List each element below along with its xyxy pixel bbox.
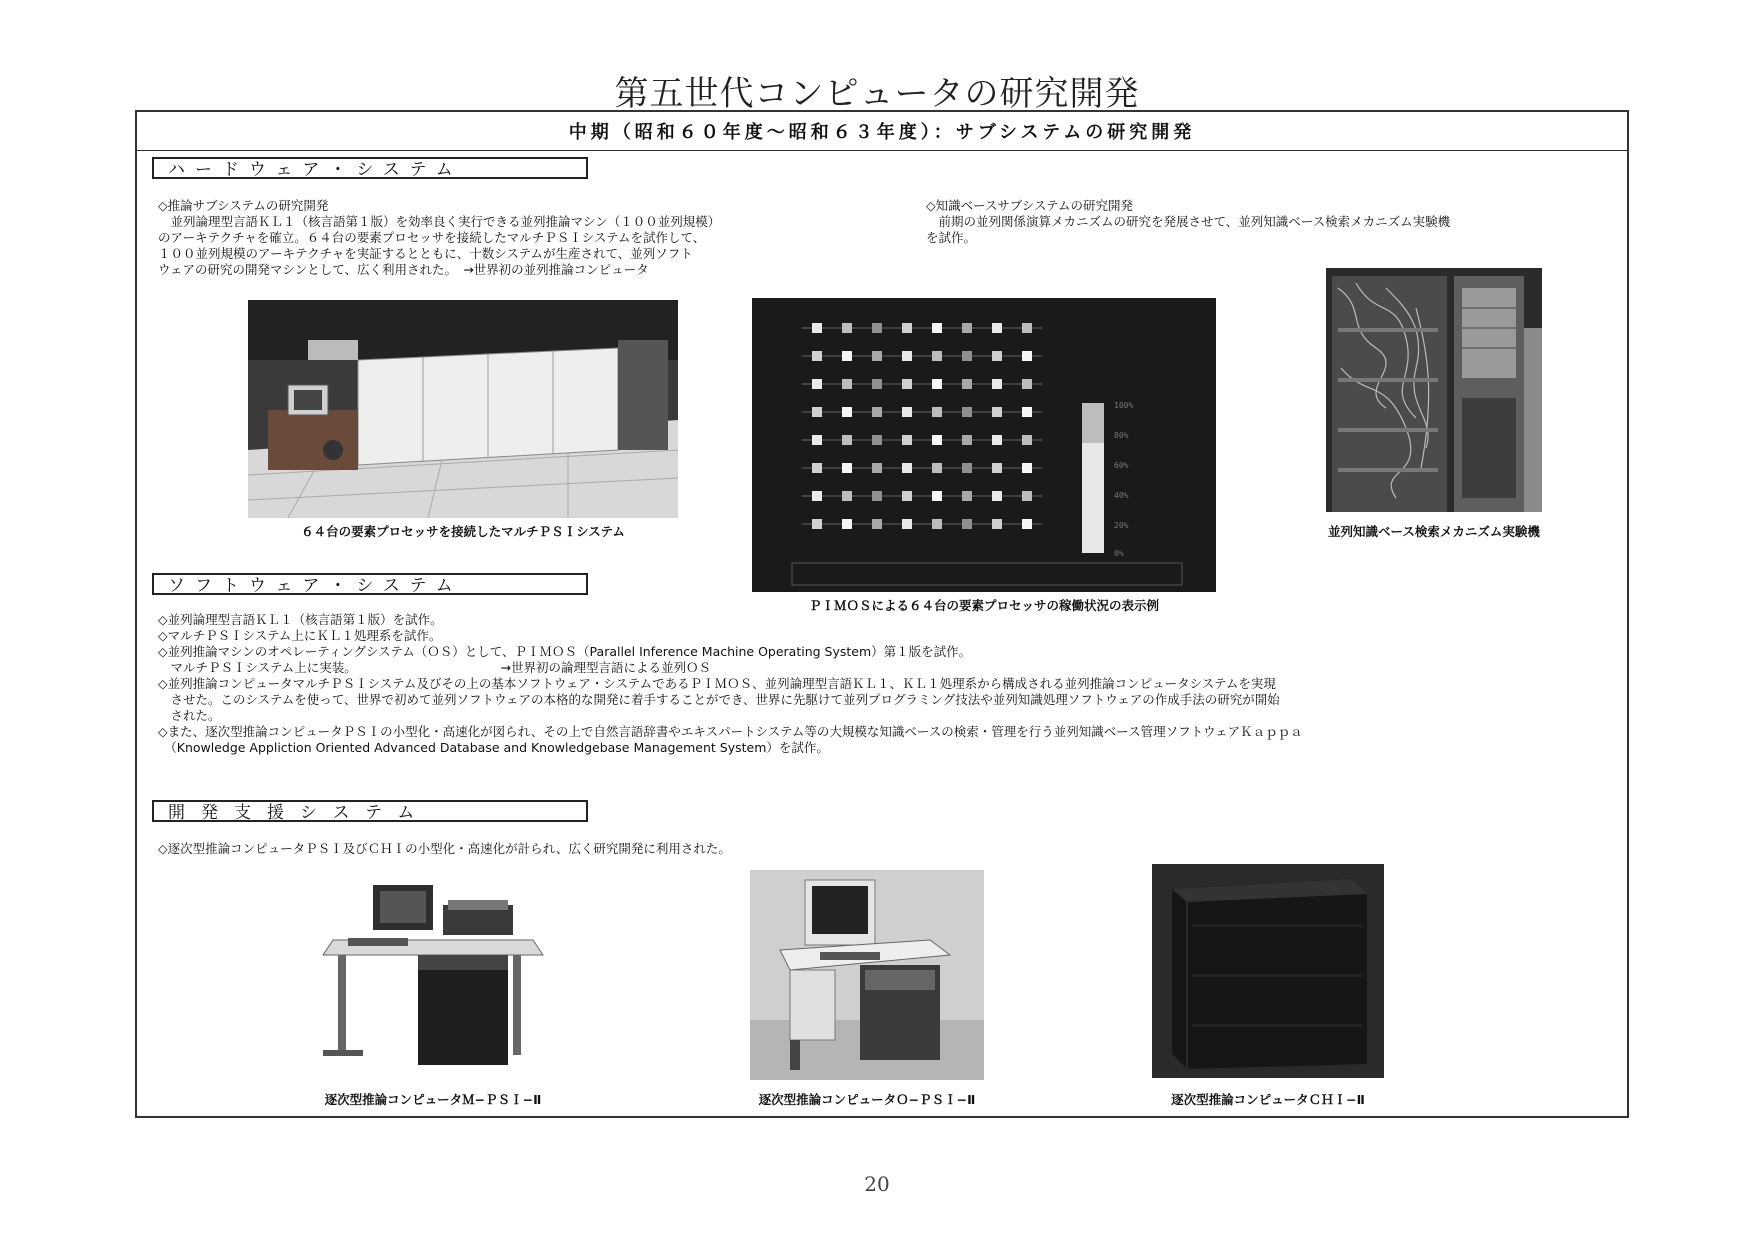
processor-element [902,491,912,501]
processor-element [962,351,972,361]
processor-element [872,491,882,501]
pimos-display-caption: ＰＩＭＯＳによる６４台の要素プロセッサの稼働状況の表示例 [808,598,1159,613]
page-title: 第五世代コンピュータの研究開発 [614,74,1140,114]
inference-subsystem-text [158,198,720,278]
hardware-heading: ハードウェア・システム [152,157,588,179]
processor-element [872,407,882,417]
text-line: ◇知識ベースサブシステムの研究開発 [926,198,1133,213]
processor-element [992,435,1002,445]
text-line: ◇また、逐次型推論コンピュータＰＳＩの小型化・高速化が図られ、その上で自然言語辞書やエキスパートシステム等の大規模な知識ベースの検索・管理を行う並列知識ベース管理ソフトウェアＫａｐｐａ [158,724,1303,739]
page-number: 20 [864,1172,890,1196]
opsi-caption: 逐次型推論コンピュータＯ−ＰＳＩ−Ⅱ [758,1092,976,1107]
processor-element [842,491,852,501]
text-line: のアーキテクチャを確立。６４台の要素プロセッサを接続したマルチＰＳＩシステムを試作して、 [158,230,706,245]
processor-element [872,351,882,361]
text-line: ◇推論サブシステムの研究開発 [158,198,329,213]
processor-element [812,463,822,473]
processor-element [872,463,882,473]
processor-element [902,407,912,417]
processor-element [932,491,942,501]
processor-element [902,323,912,333]
text-line: マルチＰＳＩシステム上に実装。 →世界初の論理型言語による並列ＯＳ [158,660,711,675]
processor-element [842,407,852,417]
processor-element [902,519,912,529]
text-line: ウェアの研究の開発マシンとして、広く利用された。 →世界初の並列推論コンピュータ [158,262,649,277]
svg-text:60%: 60% [1114,461,1129,470]
processor-element [842,323,852,333]
text-line: させた。このシステムを使って、世界で初めて並列ソフトウェアの本格的な開発に着手することができ、世界に先駆けて並列プログラミング技法や並列知識処理ソフトウェアの作成手法の研究が開始 [158,692,1280,707]
pimos-display-photo [752,298,1216,592]
processor-element [992,323,1002,333]
kb-machine-caption: 並列知識ベース検索メカニズム実験機 [1328,524,1540,539]
processor-element [932,407,942,417]
processor-element [902,435,912,445]
text-line: １００並列規模のアーキテクチャを実証するとともに、十数システムが生産されて、並列ソフト [158,246,693,261]
processor-element [992,491,1002,501]
support-text: ◇逐次型推論コンピュータＰＳＩ及びＣＨＩの小型化・高速化が計られ、広く研究開発に利用された。 [158,841,731,856]
processor-element [812,519,822,529]
processor-element [812,407,822,417]
processor-element [1022,491,1032,501]
processor-element [812,351,822,361]
processor-element [872,519,882,529]
processor-element [842,463,852,473]
processor-element [962,491,972,501]
chi-photo [1152,864,1384,1078]
processor-element [1022,323,1032,333]
processor-element [932,519,942,529]
processor-element [962,519,972,529]
processor-element [902,351,912,361]
period-subtitle: 中期（昭和６０年度〜昭和６３年度）：サブシステムの研究開発 [137,118,1627,151]
mpsi-photo [318,880,548,1074]
processor-element [932,323,942,333]
text-line: 前期の並列関係演算メカニズムの研究を発展させて、並列知識ベース検索メカニズム実験機 [926,214,1451,229]
text-line: ◇並列推論コンピュータマルチＰＳＩシステム及びその上の基本ソフトウェア・システムであるＰＩＭＯＳ、並列論理型言語ＫＬ１、ＫＬ１処理系から構成される並列推論コンピュータシステムを実現 [158,676,1276,691]
processor-element [962,379,972,389]
knowledge-subsystem-text [926,198,1450,246]
svg-text:0%: 0% [1114,549,1124,558]
processor-element [1022,435,1032,445]
processor-element [962,435,972,445]
processor-element [1022,463,1032,473]
processor-element [872,379,882,389]
processor-element [812,379,822,389]
multipsi-caption: ６４台の要素プロセッサを接続したマルチＰＳＩシステム [301,524,625,539]
processor-element [962,323,972,333]
processor-element [872,323,882,333]
text-line: ◇並列論理型言語ＫＬ１（核言語第１版）を試作。 [158,612,443,627]
processor-element [902,379,912,389]
text-line: ◇並列推論マシンのオペレーティングシステム（ＯＳ）として、ＰＩＭＯＳ（Parallel Inference Machine Operating System）第１版を試作。 [158,644,972,659]
software-heading: ソフトウェア・システム [152,573,588,595]
processor-element [842,379,852,389]
svg-text:100%: 100% [1114,401,1134,410]
processor-element [812,435,822,445]
processor-element [902,463,912,473]
text-line: された。 [158,708,221,723]
support-heading: 開発支援システム [152,800,588,822]
processor-element [1022,519,1032,529]
processor-element [932,435,942,445]
processor-element [962,463,972,473]
text-line: を試作。 [926,230,977,245]
svg-text:20%: 20% [1114,521,1129,530]
processor-element [812,491,822,501]
software-text [158,612,1303,756]
processor-element [992,351,1002,361]
processor-element [962,407,972,417]
processor-element [932,351,942,361]
svg-text:80%: 80% [1114,431,1129,440]
processor-element [992,463,1002,473]
processor-element [992,407,1002,417]
processor-element [1022,379,1032,389]
processor-element [842,519,852,529]
multipsi-photo [248,300,678,518]
svg-text:40%: 40% [1114,491,1129,500]
processor-element [992,519,1002,529]
processor-element [1022,407,1032,417]
processor-element [842,435,852,445]
text-line: （Knowledge Appliction Oriented Advanced Database and Knowledgebase Management System）を試作。 [158,740,829,755]
processor-element [932,463,942,473]
chi-caption: 逐次型推論コンピュータＣＨＩ−Ⅱ [1171,1092,1365,1107]
text-line: 並列論理型言語ＫＬ１（核言語第１版）を効率良く実行できる並列推論マシン（１００並列規模） [158,214,721,229]
text-line: ◇マルチＰＳＩシステム上にＫＬ１処理系を試作。 [158,628,442,643]
kb-machine-photo [1326,268,1542,512]
processor-element [1022,351,1032,361]
processor-element [812,323,822,333]
opsi-photo [750,870,984,1080]
processor-element [842,351,852,361]
processor-element [932,379,942,389]
mpsi-caption: 逐次型推論コンピュータＭ−ＰＳＩ−Ⅱ [324,1092,542,1107]
processor-element [992,379,1002,389]
processor-element [872,435,882,445]
